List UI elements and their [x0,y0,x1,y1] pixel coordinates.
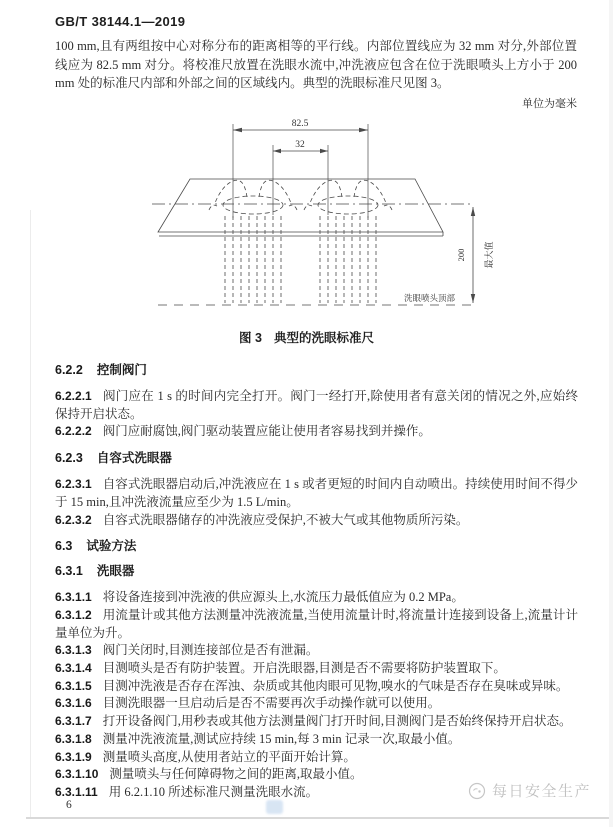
scan-edge-left [30,210,31,817]
clause-number: 6.2.2.2 [55,424,92,439]
clause-text: 阀门应在 1 s 的时间内完全打开。阀门一经打开,除使用者有意关闭的情况之外,应始终保持开启状态。 [55,389,578,421]
section-number: 6.2.2 [55,363,83,377]
section-title: 控制阀门 [96,363,147,377]
clause-text: 自容式洗眼器储存的冲洗液应受保护,不被大气或其他物质所污染。 [102,512,469,527]
clause-text: 打开设备阀门,用秒表或其他方法测量阀门打开时间,目测阀门是否始终保持开启状态。 [102,714,572,729]
clause-item [55,660,578,678]
clause-number: 6.3.1.5 [55,678,92,693]
figure-diagram [140,112,510,315]
clause-item [55,695,578,713]
section-number: 6.3 [55,539,73,554]
dimension-height-note: 最大值 [484,241,494,269]
clause-number: 6.3.1.7 [55,714,92,729]
clause-number: 6.2.3.2 [55,512,92,527]
clause-text: 目测喷头是否有防护装置。开启洗眼器,目测是否不需要将防护装置取下。 [102,661,506,676]
clause-number: 6.3.1.3 [55,643,92,658]
clause-text: 将设备连接到冲洗液的供应源头上,水流压力最低值应为 0.2 MPa。 [102,590,464,605]
clause-item [55,642,578,660]
section-number: 6.3.1 [55,564,83,579]
section-heading [55,451,578,466]
clause-number: 6.2.3.1 [55,477,92,492]
watermark [468,780,591,801]
clause-item [55,678,578,696]
clause-item [55,423,578,441]
clause-item [55,589,578,607]
dimension-height-value: 200 [456,248,466,262]
clause-item [55,476,578,511]
clause-number: 6.3.1.9 [55,749,92,764]
page-number: 6 [66,799,72,811]
clause-number: 6.3.1.6 [55,696,92,711]
clauses [55,353,578,802]
scan-edge-right [609,0,613,827]
nozzle-top-label: 洗眼喷头顶部 [403,293,455,303]
figure-caption [0,328,613,346]
dimension-height [471,207,475,303]
clause-text: 目测洗眼器一旦启动后是否不需要再次手动操作就可以使用。 [102,696,441,711]
clause-number: 6.3.1.11 [55,784,98,799]
clause-number: 6.3.1.8 [55,731,92,746]
section-number: 6.2.3 [55,451,83,466]
section-heading [55,564,578,579]
clause-text: 用 6.2.1.10 所述标准尺测量洗眼水流。 [108,784,319,799]
standard-number-header: GB/T 38144.1—2019 [55,14,186,29]
scan-artifact-blue [266,800,283,814]
units-note: 单位为毫米 [522,98,577,110]
clause-text: 阀门应耐腐蚀,阀门驱动装置应能让使用者容易找到并操作。 [102,424,431,439]
dimension-inner-value: 32 [295,140,305,150]
clause-item [55,713,578,731]
figure-caption-title: 典型的洗眼标准尺 [273,331,374,345]
clause-number: 6.3.1.4 [55,661,92,676]
section-heading [55,363,578,378]
clause-number: 6.3.1.10 [55,767,99,782]
clause-item [55,749,578,767]
clause-item [55,731,578,749]
watermark-logo-icon [468,782,486,800]
dimension-outer-value: 82.5 [291,119,309,129]
water-streams [225,216,376,303]
clause-text: 阀门关闭时,目测连接部位是否有泄漏。 [102,643,319,658]
clause-item [55,607,578,642]
clause-text: 目测冲洗液是否存在浑浊、杂质或其他肉眼可见物,嗅水的气味是否存在臭味或异味。 [102,678,569,693]
clause-item [55,388,578,423]
clause-text: 测量冲洗液流量,测试应持续 15 min,每 3 min 记录一次,取最小值。 [102,731,461,746]
stream-opening-right [318,196,378,214]
intro-paragraph: 100 mm,且有两组按中心对称分布的距离相等的平行线。内部位置线应为 32 mm 对分,外部位置线应为 82.5 mm 对分。将校准尺放置在洗眼水流中,冲洗液应包含在位于洗眼喷头上方小于 200 mm 处的标准尺内部和外部之间的区域线内。典型的洗眼标准尺见图 3。 [55,39,577,91]
scan-edge-bottom [26,817,613,819]
figure-caption-label: 图 3 [239,331,262,345]
section-title: 试验方法 [86,539,137,554]
watermark-text: 每日安全生产 [492,783,592,800]
stream-opening-left [223,196,283,214]
clause-text: 测量喷头与任何障碍物之间的距离,取最小值。 [109,767,363,782]
clause-number: 6.3.1.1 [55,590,92,605]
clause-number: 6.3.1.2 [55,607,92,622]
clause-item [55,512,578,530]
section-title: 洗眼器 [96,564,135,579]
clause-text: 用流量计或其他方法测量冲洗液流量,当使用流量计时,将流量计连接到设备上,流量计计量单位为升。 [55,607,578,640]
section-title: 自容式洗眼器 [96,451,172,466]
clause-number: 6.2.2.1 [55,389,92,403]
clause-text: 测量喷头高度,从使用者站立的平面开始计算。 [102,749,356,764]
clause-text: 自容式洗眼器启动后,冲洗液应在 1 s 或者更短的时间内自动喷出。持续使用时间不得少于 15 min,且冲洗液流量应至少为 1.5 L/min。 [55,477,578,509]
section-heading [55,539,578,554]
spray-flares [209,180,392,210]
gauge-plate [158,179,443,236]
